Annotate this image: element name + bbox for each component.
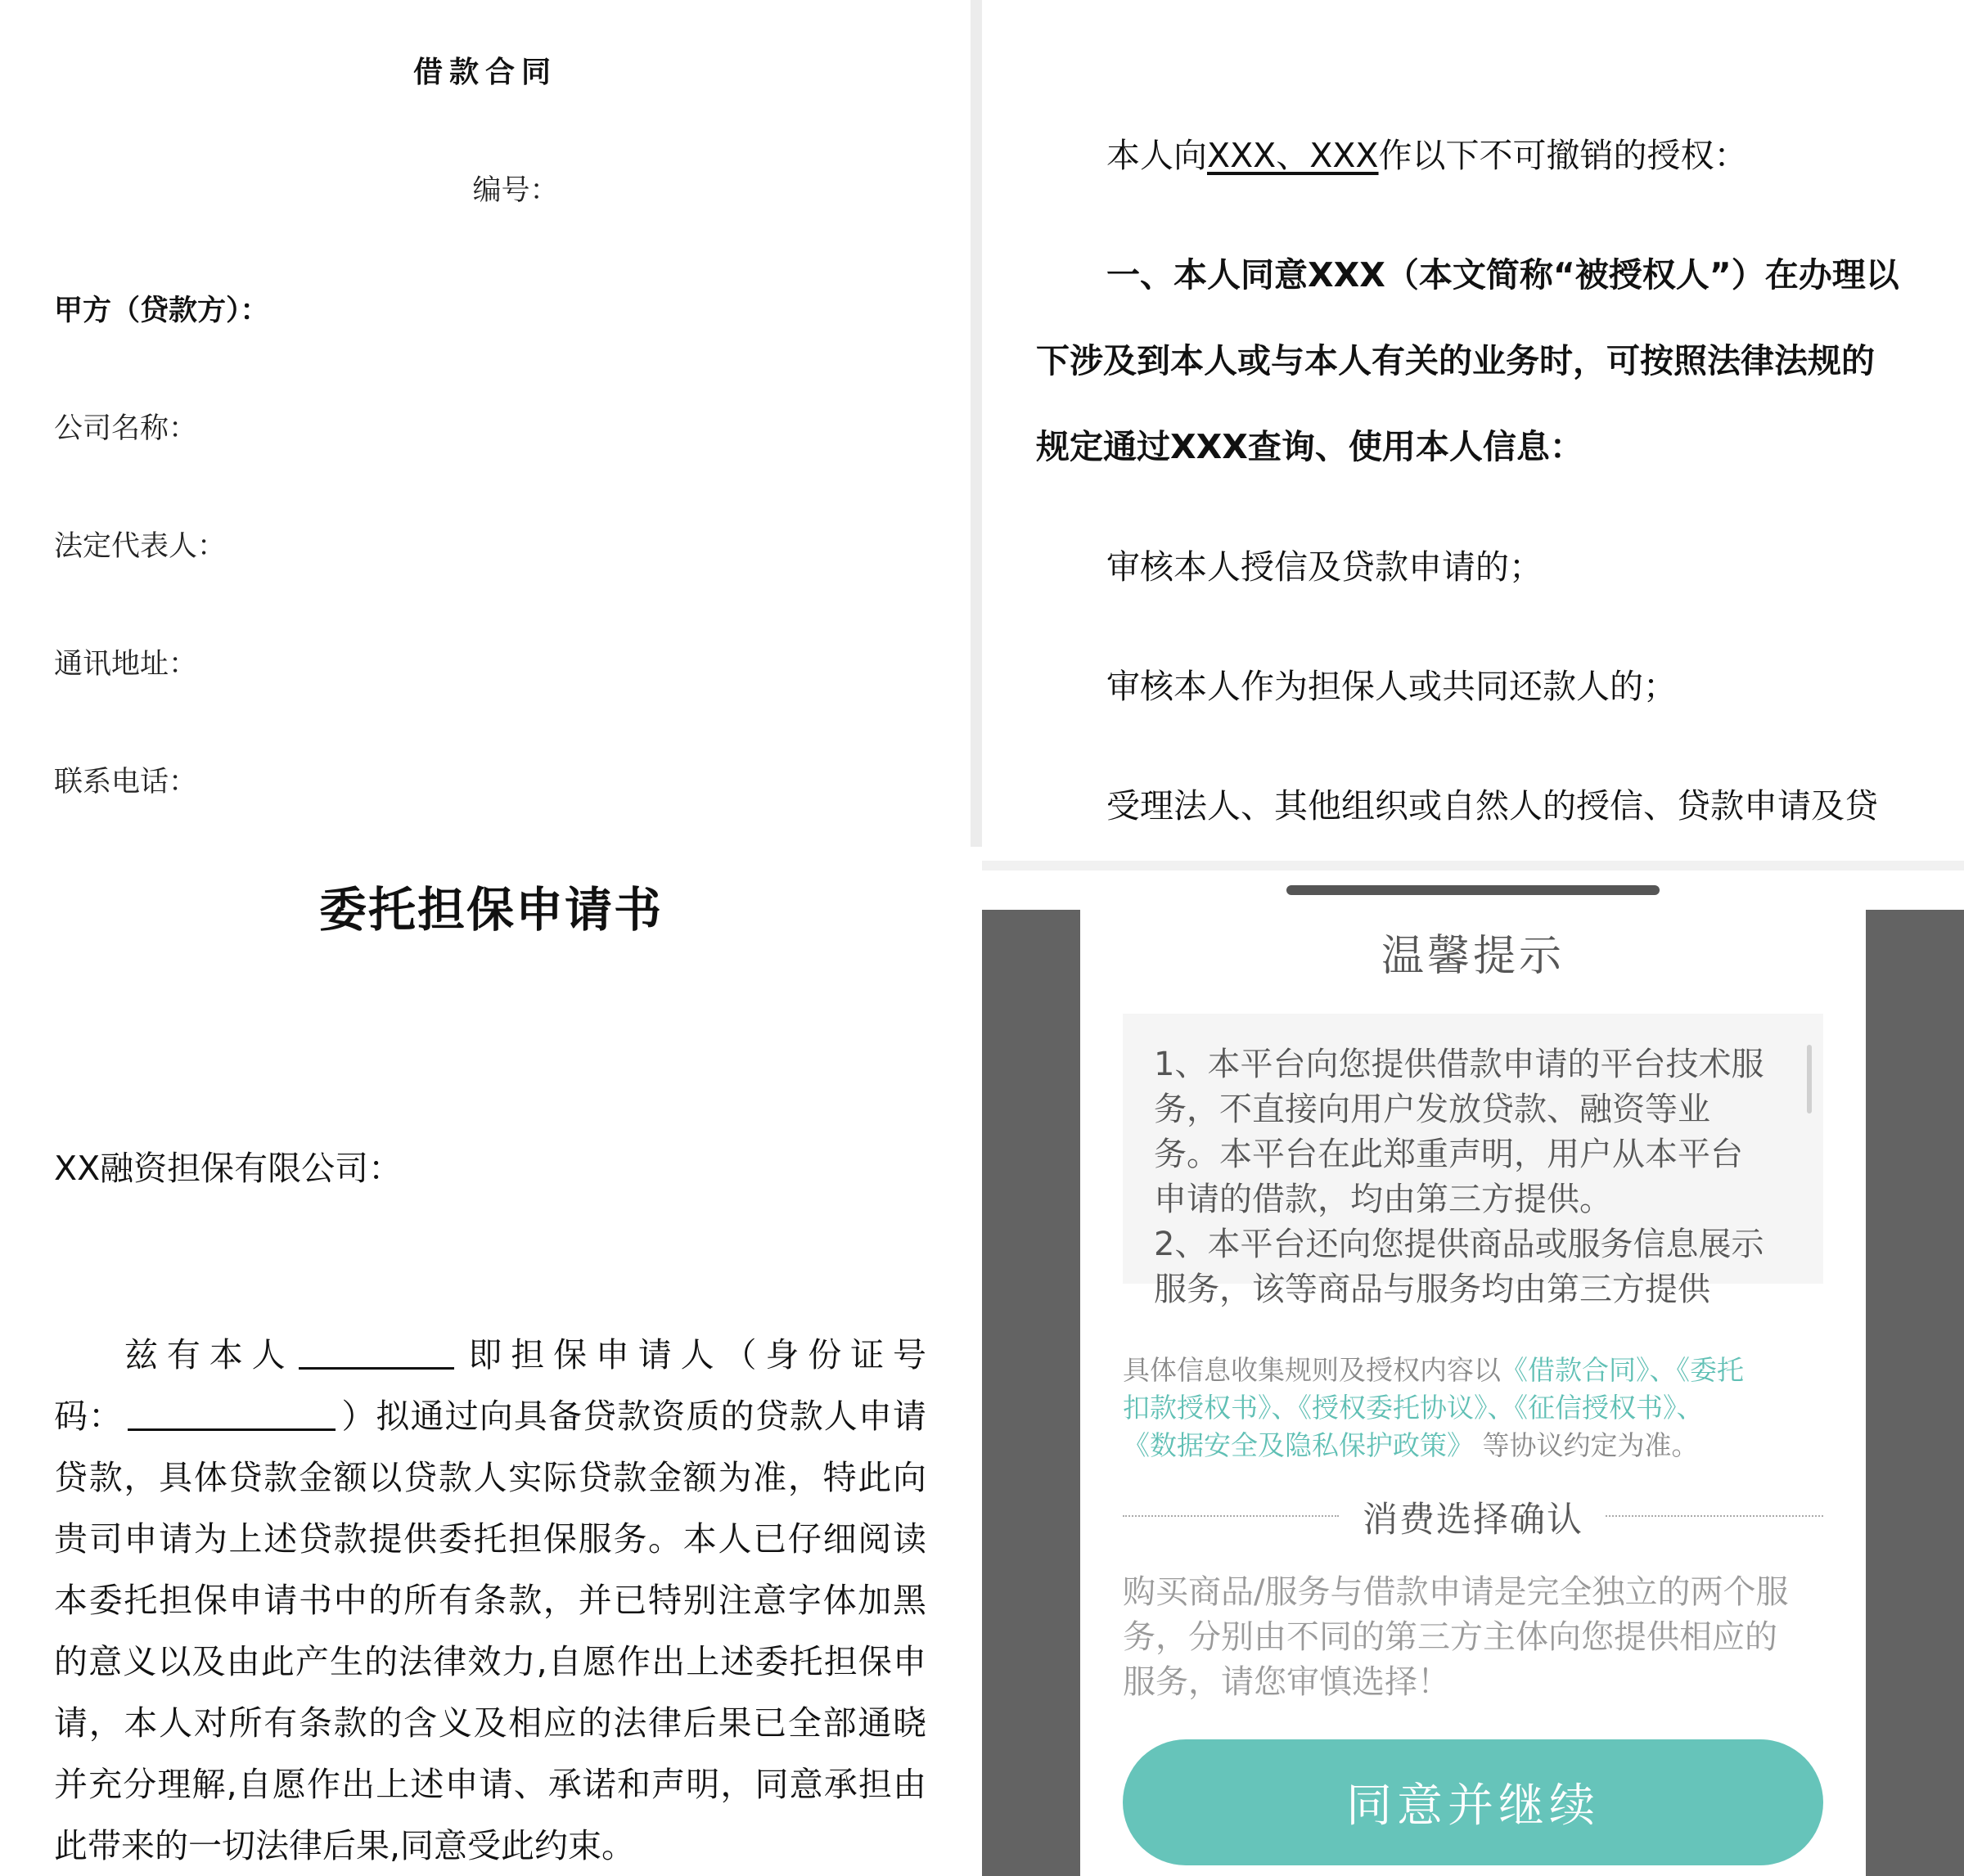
- authorized-parties: XXX、XXX: [1207, 136, 1379, 175]
- address-label: 通讯地址：: [54, 648, 198, 681]
- agree-and-continue-button[interactable]: 同意并继续: [1123, 1739, 1823, 1865]
- phone-label: 联系电话：: [54, 766, 198, 799]
- guarantee-paragraph-line: 请，本人对所有条款的含义及相应的法律后果已全部通晓: [54, 1703, 926, 1743]
- guarantee-title: 委托担保申请书: [318, 882, 663, 938]
- tip-title: 温馨提示: [1381, 932, 1565, 981]
- modal-backdrop-left: [982, 910, 1080, 1876]
- guarantee-addressee: XX融资担保有限公司：: [54, 1149, 403, 1188]
- link-credit-authorization[interactable]: 《征信授权书》: [1514, 1392, 1677, 1424]
- panel-divider-vertical: [971, 0, 982, 847]
- link-entrust-deduction[interactable]: 扣款授权书》: [1123, 1392, 1272, 1424]
- applicant-prefix: 兹有本人: [124, 1335, 295, 1374]
- guarantee-paragraph-line: [54, 1392, 926, 1441]
- guarantee-paragraph-line: [54, 1330, 926, 1379]
- consumption-notice-line: 购买商品/服务与借款申请是完全独立的两个服: [1123, 1573, 1789, 1611]
- modal-backdrop-right: [1866, 910, 1964, 1876]
- guarantee-paragraph-line: 并充分理解,自愿作出上述申请、承诺和声明，同意承担由: [54, 1765, 926, 1804]
- company-name-label: 公司名称：: [54, 412, 198, 445]
- tip-content-line: 务，不直接向用户发放贷款、融资等业: [1154, 1091, 1710, 1128]
- guarantee-application-panel: [0, 847, 982, 1876]
- dotted-rule-right: [1606, 1515, 1823, 1517]
- guarantee-paragraph-line: 的意义以及由此产生的法律效力,自愿作出上述委托担保申: [54, 1642, 926, 1681]
- clause-one-line: 下涉及到本人或与本人有关的业务时，可按照法律法规的: [1036, 341, 1875, 380]
- consumption-notice-line: 务，分别由不同的第三方主体向您提供相应的: [1123, 1618, 1777, 1656]
- tip-content-line: 2、本平台还向您提供商品或服务信息展示: [1154, 1226, 1764, 1263]
- link-privacy-policy[interactable]: 《数据安全及隐私保护政策》: [1123, 1429, 1474, 1461]
- link-separator: 、: [1676, 1392, 1704, 1424]
- tip-scrollbar[interactable]: [1807, 1045, 1812, 1113]
- agreement-rules-text: [1123, 1352, 1827, 1464]
- link-separator: 、: [1487, 1392, 1515, 1424]
- consumption-divider: [1123, 1492, 1823, 1541]
- legal-rep-label: 法定代表人：: [54, 530, 227, 563]
- rules-prefix: 具体信息收集规则及授权内容以: [1123, 1354, 1501, 1386]
- tip-content-line: 申请的借款，均由第三方提供。: [1154, 1181, 1612, 1218]
- warm-tip-sheet: [982, 871, 1964, 1876]
- tip-content-line: 服务，该等商品与服务均由第三方提供: [1154, 1271, 1710, 1308]
- panel-divider-horizontal: [982, 861, 1964, 871]
- party-a-label: 甲方（贷款方）：: [54, 295, 269, 327]
- authorization-panel: [982, 0, 1964, 863]
- loan-contract-panel: [0, 0, 971, 847]
- intro-pre: 本人向: [1106, 136, 1207, 175]
- clause-one-line: 一、本人同意XXX（本文简称“被授权人”）在办理以: [1106, 255, 1899, 295]
- tip-content-line: 务。本平台在此郑重声明，用户从本平台: [1154, 1136, 1743, 1173]
- id-prefix: 码：: [54, 1397, 124, 1436]
- link-separator: 、: [1271, 1392, 1299, 1424]
- guarantee-paragraph-line: 贷款，具体贷款金额以贷款人实际贷款金额为准，特此向: [54, 1458, 926, 1497]
- clause-one-line: 规定通过XXX查询、使用本人信息：: [1036, 427, 1583, 466]
- guarantee-paragraph-line: 本委托担保申请书中的所有条款，并已特别注意字体加黑: [54, 1581, 926, 1620]
- guarantee-paragraph-line: 此带来的一切法律后果,同意受此约束。: [54, 1826, 636, 1865]
- applicant-name-blank: [299, 1337, 454, 1370]
- link-loan-contract[interactable]: 《借款合同》: [1501, 1354, 1650, 1386]
- contract-number-label: 编号：: [472, 174, 559, 207]
- link-entrust-deduction[interactable]: 《委托: [1676, 1354, 1744, 1386]
- id-number-blank: [128, 1398, 336, 1431]
- rules-suffix: 等协议约定为准。: [1482, 1429, 1699, 1461]
- tip-content-line: 1、本平台向您提供借款申请的平台技术服: [1154, 1046, 1764, 1083]
- consumption-notice-line: 服务，请您审慎选择！: [1123, 1663, 1450, 1701]
- guarantee-paragraph-line: 贵司申请为上述贷款提供委托担保服务。本人已仔细阅读: [54, 1519, 926, 1559]
- id-suffix: ）拟通过向具备贷款资质的贷款人申请: [340, 1397, 927, 1436]
- consumption-confirm-label: 消费选择确认: [1363, 1500, 1583, 1541]
- tip-content-scroll-box[interactable]: [1123, 1014, 1823, 1308]
- intro-post: 作以下不可撤销的授权：: [1378, 136, 1748, 175]
- sheet-drag-handle[interactable]: [1286, 885, 1660, 895]
- authorization-item: 审核本人授信及贷款申请的；: [1106, 547, 1543, 587]
- loan-contract-title: 借款合同: [412, 56, 557, 89]
- applicant-suffix: 即担保申请人（身份证号: [459, 1335, 927, 1374]
- authorization-intro: [1106, 128, 1748, 177]
- authorization-item: 审核本人作为担保人或共同还款人的；: [1106, 667, 1677, 706]
- link-separator: 、: [1649, 1354, 1677, 1386]
- link-authorization-agreement[interactable]: 《授权委托协议》: [1298, 1392, 1488, 1424]
- authorization-item: 受理法人、其他组织或自然人的授信、贷款申请及贷: [1106, 786, 1878, 826]
